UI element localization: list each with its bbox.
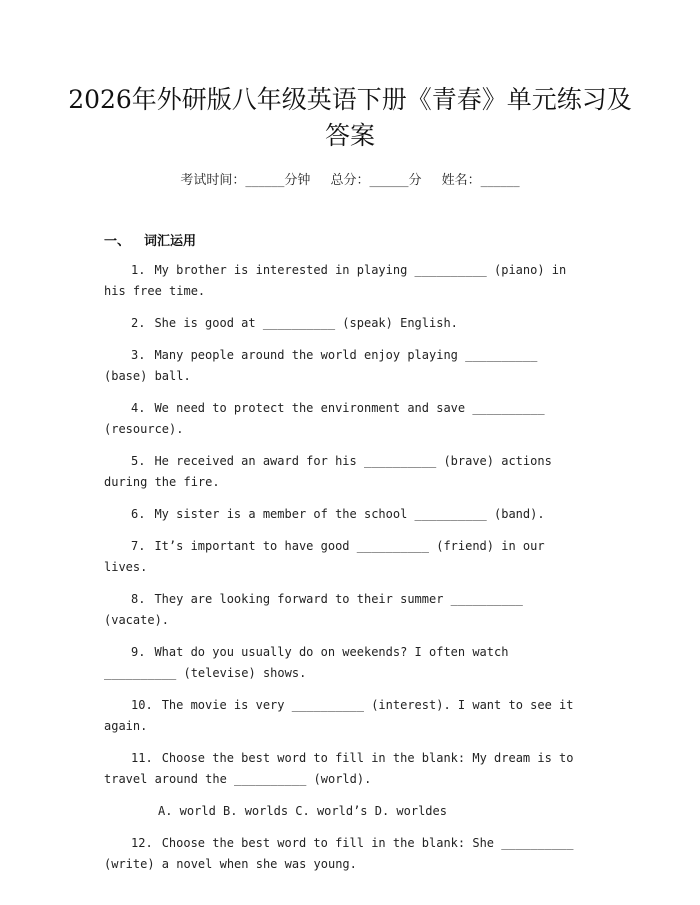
- question-item: [104, 398, 584, 440]
- question-item: [104, 748, 584, 790]
- question-text: Choose the best word to fill in the blank: She __________ (write) a novel when she was young.: [104, 836, 574, 871]
- question-text: We need to protect the environment and save __________ (resource).: [104, 401, 545, 436]
- question-list: [104, 260, 584, 886]
- question-text: He received an award for his __________ (brave) actions during the fire.: [104, 454, 552, 489]
- exam-total-score: 总分：______分: [330, 173, 422, 188]
- question-number: 7.: [131, 539, 146, 553]
- question-text: My brother is interested in playing __________ (piano) in his free time.: [104, 263, 567, 298]
- question-number: 10.: [131, 698, 153, 712]
- question-number: 11.: [131, 751, 153, 765]
- question-text: My sister is a member of the school __________ (band).: [154, 507, 545, 521]
- question-item: [104, 833, 584, 875]
- question-text: The movie is very __________ (interest). I want to see it again.: [104, 698, 574, 733]
- question-text: She is good at __________ (speak) English.: [154, 316, 458, 330]
- question-item: [104, 536, 584, 578]
- question-number: 3.: [131, 348, 146, 362]
- question-item: [104, 313, 584, 334]
- question-text: What do you usually do on weekends? I often watch __________ (televise) shows.: [104, 645, 509, 680]
- question-text: It’s important to have good __________ (friend) in our lives.: [104, 539, 545, 574]
- exam-meta: [0, 169, 700, 188]
- question-text: Many people around the world enjoy playing __________ (base) ball.: [104, 348, 538, 383]
- question-number: 12.: [131, 836, 153, 850]
- question-number: 1.: [131, 263, 146, 277]
- section-heading: [104, 230, 196, 249]
- question-item: [104, 589, 584, 631]
- question-item: [104, 451, 584, 493]
- question-item: [104, 260, 584, 302]
- question-number: 6.: [131, 507, 146, 521]
- student-name: 姓名：______: [441, 173, 520, 188]
- answer-options: A. world B. worlds C. world’s D. worldes: [158, 804, 447, 818]
- question-item: [104, 642, 584, 684]
- question-text: They are looking forward to their summer __________ (vacate).: [104, 592, 523, 627]
- question-number: 4.: [131, 401, 146, 415]
- question-number: 5.: [131, 454, 146, 468]
- question-number: 9.: [131, 645, 146, 659]
- question-number: 2.: [131, 316, 146, 330]
- question-item: [104, 504, 584, 525]
- document-title: 2026年外研版八年级英语下册《青春》单元练习及答案: [68, 85, 632, 150]
- section-number: 一、: [104, 234, 131, 249]
- question-item: [104, 345, 584, 387]
- section-title: 词汇运用: [144, 234, 197, 249]
- question-number: 8.: [131, 592, 146, 606]
- question-text: Choose the best word to fill in the blank: My dream is to travel around the __________ (world).: [104, 751, 574, 786]
- question-item: [104, 695, 584, 737]
- exam-time: 考试时间：______分钟: [180, 173, 311, 188]
